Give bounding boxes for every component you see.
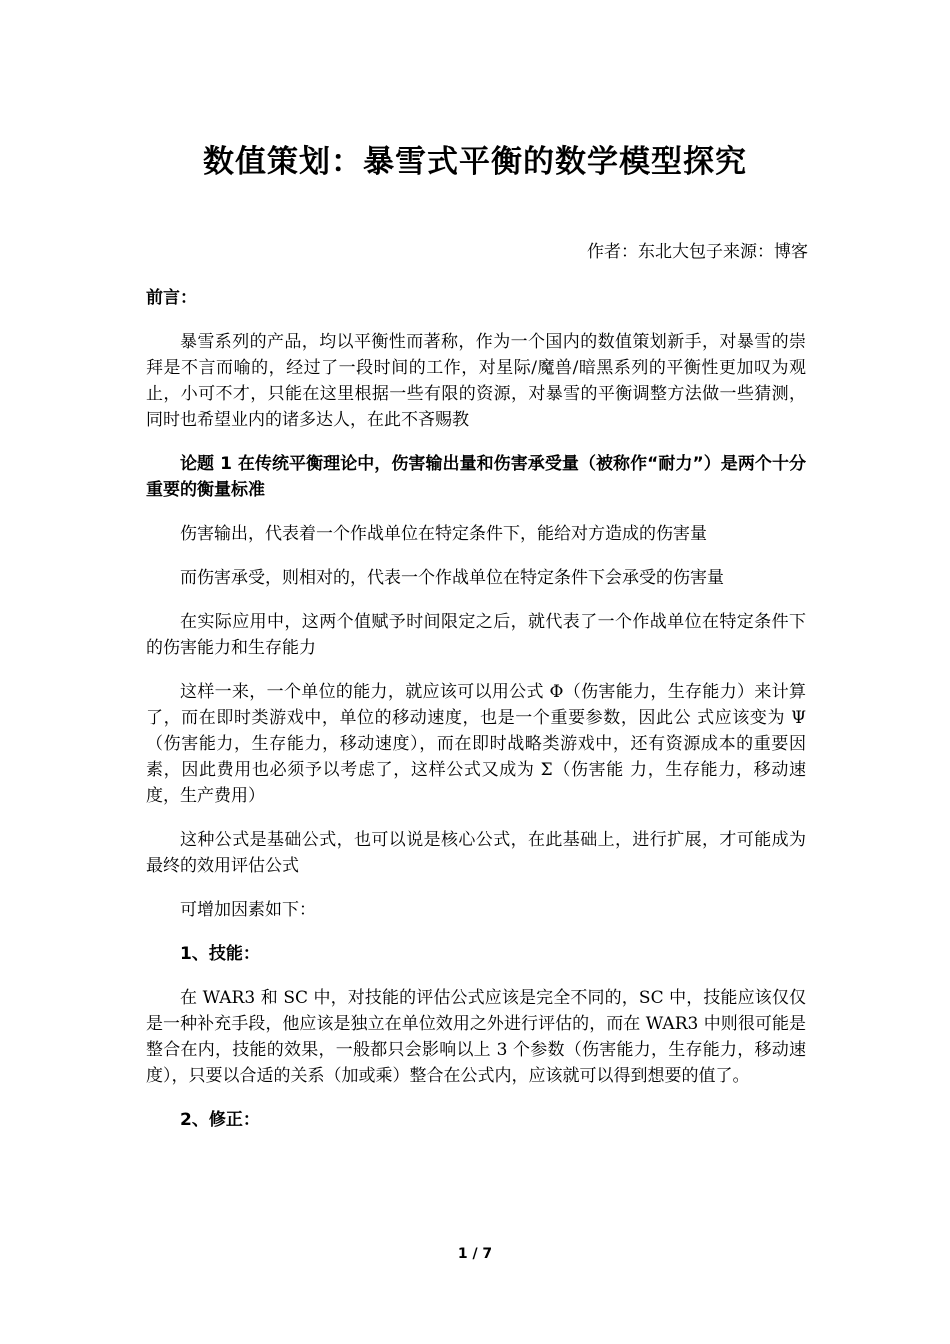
paragraph-damage-taken: 而伤害承受，则相对的，代表一个作战单位在特定条件下会承受的伤害量 bbox=[180, 568, 724, 588]
document-body bbox=[146, 285, 806, 1151]
paragraph-damage-output: 伤害输出，代表着一个作战单位在特定条件下，能给对方造成的伤害量 bbox=[180, 524, 707, 544]
section-heading-correction: 2、修正： bbox=[180, 1110, 260, 1130]
author-line: 作者：东北大包子来源：博客 bbox=[587, 242, 808, 262]
paragraph-skills: 在 WAR3 和 SC 中，对技能的评估公式应该是完全不同的，SC 中，技能应该仅仅是一种补充手段，他应该是独立在单位效用之外进行评估的，而在 WAR3 中则很可能是整合在内，技能的效果，一般都只会影响以上 3 个参数（伤害能力，生存能力，移动速度），只要以合适的关系（加或乘）整合在公式内，应该就可以得到想要的值了。 bbox=[146, 988, 806, 1086]
preface-paragraph: 暴雪系列的产品，均以平衡性而著称，作为一个国内的数值策划新手，对暴雪的崇拜是不言而喻的，经过了一段时间的工作，对星际/魔兽/暗黑系列的平衡性更加叹为观止，小可不才，只能在这里根据一些有限的资源，对暴雪的平衡调整方法做一些猜测，同时也希望业内的诸多达人，在此不吝赐教 bbox=[146, 332, 806, 430]
thesis-1-heading: 论题 1 在传统平衡理论中，伤害输出量和伤害承受量（被称作“耐力”）是两个十分重要的衡量标准 bbox=[146, 454, 806, 500]
document-title: 数值策划：暴雪式平衡的数学模型探究 bbox=[203, 144, 747, 180]
page-number: 1 / 7 bbox=[457, 1246, 493, 1262]
paragraph-formula: 这样一来，一个单位的能力，就应该可以用公式 Φ（伤害能力，生存能力）来计算了，而在即时类游戏中，单位的移动速度，也是一个重要参数，因此公 式应该变为 Ψ（伤害能力，生存能力，移动速度），而在即时战略类游戏中，还有资源成本的重要因素，因此费用也必须予以考虑了，这样公式又成为 Σ（伤害能 力，生存能力，移动速度，生产费用） bbox=[146, 682, 806, 806]
paragraph-core-formula: 这种公式是基础公式，也可以说是核心公式，在此基础上，进行扩展，才可能成为最终的效用评估公式 bbox=[146, 830, 806, 876]
preface-heading: 前言： bbox=[146, 288, 197, 308]
paragraph-factors-intro: 可增加因素如下： bbox=[180, 900, 316, 920]
section-heading-skills: 1、技能： bbox=[180, 944, 260, 964]
paragraph-practical-use: 在实际应用中，这两个值赋予时间限定之后，就代表了一个作战单位在特定条件下的伤害能力和生存能力 bbox=[146, 612, 806, 658]
